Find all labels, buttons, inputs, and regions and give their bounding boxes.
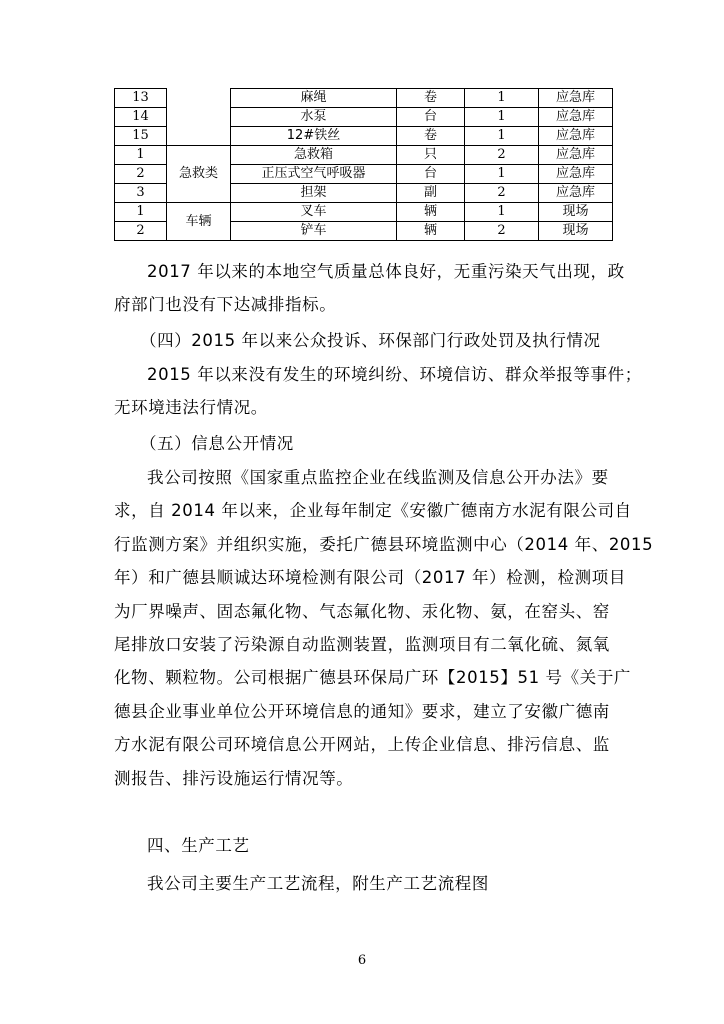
row-number: 2 xyxy=(115,165,167,184)
table-row xyxy=(115,203,613,222)
item-location: 应急库 xyxy=(539,184,613,203)
row-number: 1 xyxy=(115,146,167,165)
item-unit: 卷 xyxy=(397,127,465,146)
item-unit: 台 xyxy=(397,108,465,127)
item-name: 麻绳 xyxy=(231,89,397,108)
text-line: 为厂界噪声、固态氟化物、气态氟化物、汞化物、氨，在窑头、窑 xyxy=(114,601,610,621)
table-row xyxy=(115,146,613,165)
item-location: 应急库 xyxy=(539,108,613,127)
item-name: 水泵 xyxy=(231,108,397,127)
emergency-supplies-table xyxy=(114,88,613,241)
item-unit: 台 xyxy=(397,165,465,184)
item-name: 正压式空气呼吸器 xyxy=(231,165,397,184)
item-quantity: 1 xyxy=(465,89,539,108)
section-heading-5 xyxy=(114,427,614,460)
disclosure-paragraph xyxy=(114,461,654,795)
air-quality-paragraph xyxy=(114,255,625,322)
item-name: 担架 xyxy=(231,184,397,203)
section-heading-4 xyxy=(114,324,614,357)
text-line: 我公司主要生产工艺流程，附生产工艺流程图 xyxy=(147,874,489,893)
item-unit: 辆 xyxy=(397,203,465,222)
category-cell: 急救类 xyxy=(167,146,231,203)
row-number: 14 xyxy=(115,108,167,127)
item-unit: 只 xyxy=(397,146,465,165)
text-line: 年）和广德县顺诚达环境检测有限公司（2017 年）检测，检测项目 xyxy=(114,568,626,588)
text-line: 尾排放口安装了污染源自动监测装置，监测项目有二氧化硫、氮氧 xyxy=(114,635,610,655)
heading-text: （四）2015 年以来公众投诉、环保部门行政处罚及执行情况 xyxy=(140,331,601,350)
text-line: 行监测方案》并组织实施，委托广德县环境监测中心（2014 年、2015 xyxy=(114,534,654,554)
row-number: 3 xyxy=(115,184,167,203)
text-line: 方水泥有限公司环境信息公开网站，上传企业信息、排污信息、监 xyxy=(114,735,610,755)
item-quantity: 2 xyxy=(465,146,539,165)
item-quantity: 1 xyxy=(465,203,539,222)
item-location: 现场 xyxy=(539,222,613,241)
heading-text: （五）信息公开情况 xyxy=(140,434,294,453)
text-line: 测报告、排污设施运行情况等。 xyxy=(114,768,354,788)
text-line: 府部门也没有下达减排指标。 xyxy=(114,295,337,315)
page-number: 6 xyxy=(357,953,367,968)
item-quantity: 1 xyxy=(465,165,539,184)
row-number: 1 xyxy=(115,203,167,222)
item-location: 现场 xyxy=(539,203,613,222)
item-quantity: 1 xyxy=(465,127,539,146)
text-line: 求，自 2014 年以来，企业每年制定《安徽广德南方水泥有限公司自 xyxy=(114,501,632,521)
text-line: 化物、颗粒物。公司根据广德县环保局广环【2015】51 号《关于广 xyxy=(114,668,632,688)
text-line: 2017 年以来的本地空气质量总体良好，无重污染天气出现，政 xyxy=(147,262,625,281)
row-number: 2 xyxy=(115,222,167,241)
process-paragraph xyxy=(114,867,614,900)
complaints-paragraph xyxy=(114,358,642,425)
item-name: 铲车 xyxy=(231,222,397,241)
item-name: 急救箱 xyxy=(231,146,397,165)
item-quantity: 2 xyxy=(465,222,539,241)
item-location: 应急库 xyxy=(539,146,613,165)
row-number: 15 xyxy=(115,127,167,146)
category-cell xyxy=(167,89,231,146)
item-unit: 卷 xyxy=(397,89,465,108)
item-name: 12#铁丝 xyxy=(231,127,397,146)
section-heading-production xyxy=(114,829,614,862)
text-line: 2015 年以来没有发生的环境纠纷、环境信访、群众举报等事件； xyxy=(147,365,642,384)
text-line: 我公司按照《国家重点监控企业在线监测及信息公开办法》要 xyxy=(147,468,609,487)
item-quantity: 1 xyxy=(465,108,539,127)
row-number: 13 xyxy=(115,89,167,108)
item-location: 应急库 xyxy=(539,127,613,146)
table-row xyxy=(115,89,613,108)
text-line: 德县企业事业单位公开环境信息的通知》要求，建立了安徽广德南 xyxy=(114,701,610,721)
item-name: 叉车 xyxy=(231,203,397,222)
item-unit: 辆 xyxy=(397,222,465,241)
text-line: 无环境违法行情况。 xyxy=(114,398,268,418)
item-unit: 副 xyxy=(397,184,465,203)
category-cell: 车辆 xyxy=(167,203,231,241)
item-location: 应急库 xyxy=(539,165,613,184)
item-location: 应急库 xyxy=(539,89,613,108)
heading-text: 四、生产工艺 xyxy=(147,836,250,855)
item-quantity: 2 xyxy=(465,184,539,203)
